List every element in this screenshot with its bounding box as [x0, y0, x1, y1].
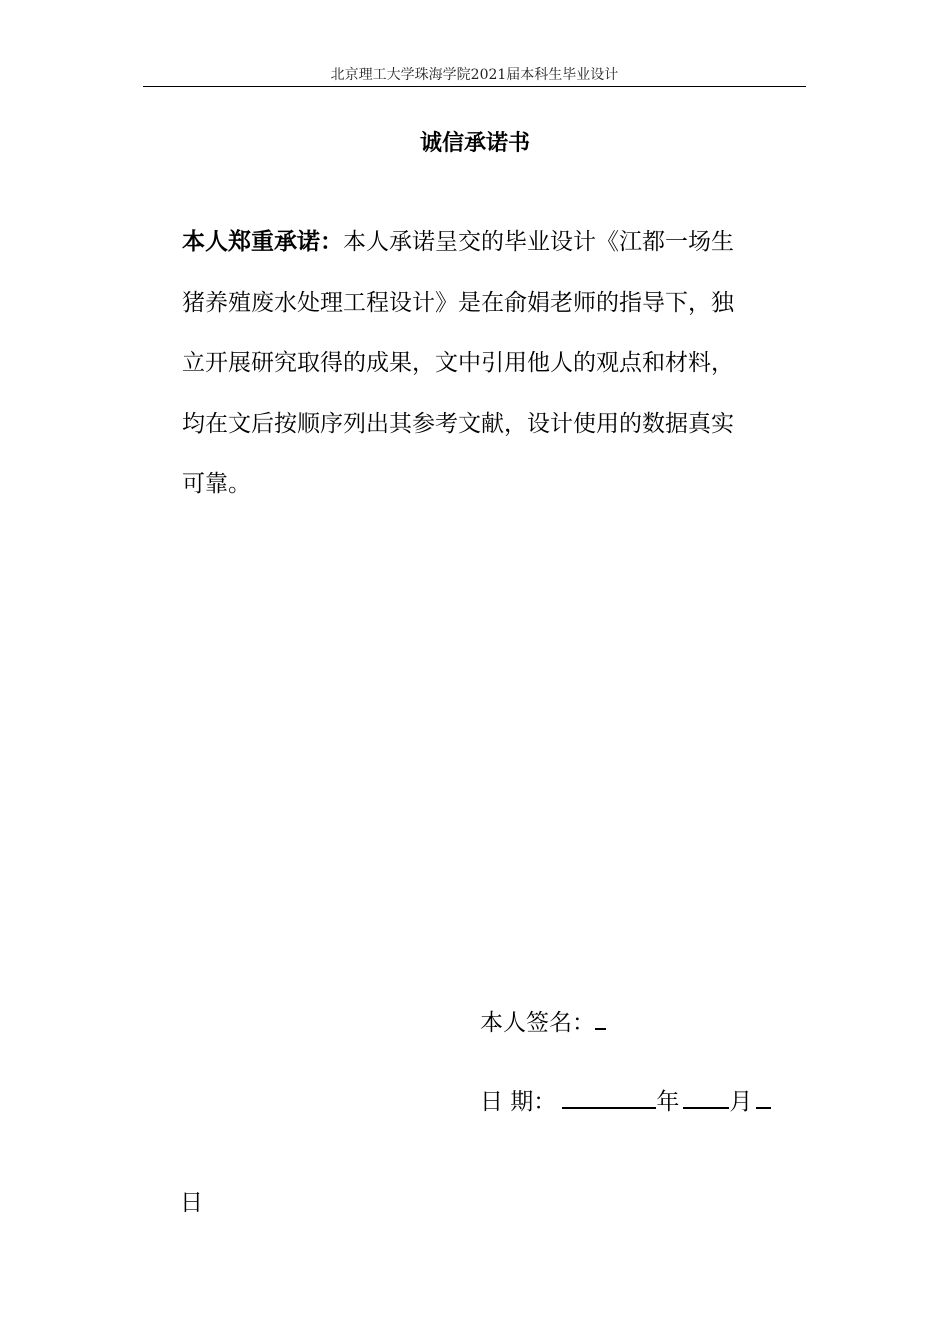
statement-lead: 本人郑重承诺：: [182, 228, 343, 255]
date-label: 日 期：: [480, 1089, 557, 1115]
day-blank[interactable]: [756, 1083, 771, 1109]
page-title: 诚信承诺书: [419, 130, 530, 156]
month-blank[interactable]: [683, 1083, 729, 1109]
statement-line-5: 可靠。: [182, 471, 251, 497]
statement-paragraph: [182, 212, 767, 515]
statement-line-1: 本人承诺呈交的毕业设计《江都一场生: [343, 229, 734, 255]
statement-line-2: 猪养殖废水处理工程设计》是在俞娟老师的指导下，独: [182, 289, 734, 316]
year-blank[interactable]: [562, 1083, 656, 1109]
year-label: 年: [656, 1089, 680, 1115]
signature-line: [480, 1004, 606, 1040]
statement-line-4: 均在文后按顺序列出其参考文献，设计使用的数据真实: [182, 410, 734, 437]
signature-blank[interactable]: [595, 1004, 606, 1030]
day-label: 日: [180, 1190, 203, 1216]
statement-line-3: 立开展研究取得的成果，文中引用他人的观点和材料，: [182, 350, 734, 376]
date-line: [480, 1083, 771, 1119]
page-header: 北京理工大学珠海学院2021届本科生毕业设计: [330, 67, 619, 83]
signature-label: 本人签名：: [480, 1010, 595, 1036]
header-divider: [143, 86, 806, 87]
month-label: 月: [729, 1089, 753, 1115]
